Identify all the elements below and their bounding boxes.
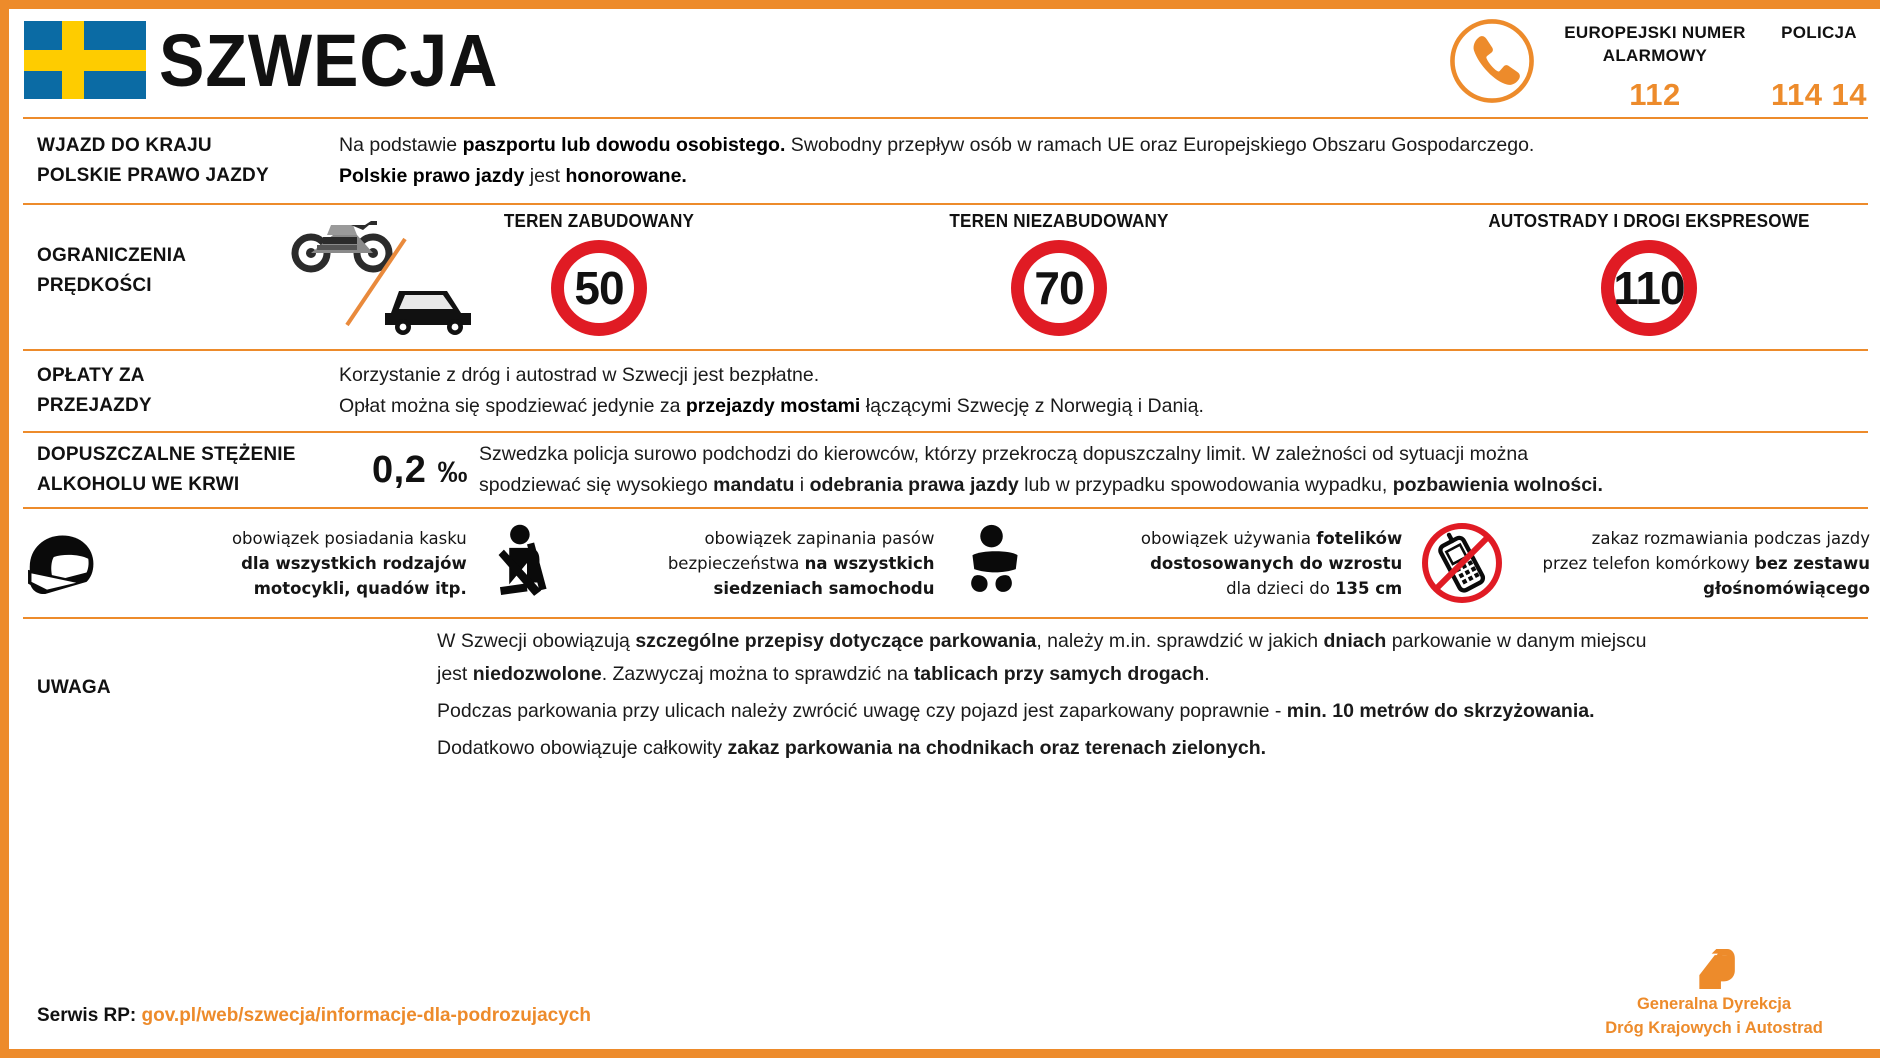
alcohol-text-bold: mandatu (713, 474, 795, 496)
gddkia-line2: Dróg Krajowych i Autostrad (1605, 1019, 1823, 1037)
entry-text-bold: honorowane. (565, 165, 687, 187)
entry-label (9, 131, 339, 191)
uwaga-text: jest (437, 663, 473, 685)
entry-text-bold: Polskie prawo jazdy (339, 165, 525, 187)
speed-label-line2: PRĘDKOŚCI (37, 275, 152, 296)
serwis-link[interactable]: gov.pl/web/szwecja/informacje-dla-podrozujacych (141, 1005, 591, 1026)
section-uwaga (9, 619, 1880, 769)
police-label: POLICJA (1781, 23, 1857, 42)
gddkia-line1: Generalna Dyrekcja (1636, 995, 1792, 1013)
speed-limit-sign (1601, 240, 1697, 336)
uwaga-label: UWAGA (37, 677, 111, 698)
safety-line-bold: motocykli, quadów itp. (253, 578, 467, 598)
speed-caption: TEREN ZABUDOWANY (503, 211, 695, 231)
tolls-text-bold: przejazdy mostami (685, 395, 861, 417)
police-number: 114 14 (1770, 77, 1868, 112)
uwaga-text-bold: niedozwolone (472, 663, 602, 685)
tolls-label-line2: PRZEJAZDY (37, 395, 152, 416)
safety-line-bold: 135 cm (1335, 578, 1403, 598)
gddkia-eagle-icon (1564, 947, 1864, 991)
emergency-label-line1: EUROPEJSKI NUMER (1564, 23, 1746, 42)
safety-text-seatbelt (573, 526, 941, 601)
safety-line-bold: siedzeniach samochodu (713, 578, 935, 598)
footer (9, 929, 1880, 1049)
uwaga-paragraph (437, 625, 1864, 691)
entry-text: jest (524, 165, 566, 187)
safety-line: zakaz rozmawiania podczas jazdy (1591, 528, 1870, 548)
alcohol-text-bold: odebrania prawa jazdy (809, 474, 1019, 496)
safety-line: obowiązek używania (1140, 528, 1317, 548)
safety-text-child-seat (1041, 526, 1409, 601)
alcohol-label-line1: DOPUSZCZALNE STĘŻENIE (37, 444, 296, 465)
emergency-number-block (1555, 21, 1755, 113)
uwaga-text: Podczas parkowania przy ulicach należy zwrócić uwagę czy pojazd jest zaparkowany poprawnie - (437, 700, 1287, 722)
safety-line-bold: dostosowanych do wzrostu (1150, 553, 1403, 573)
speed-limit-value: 110 (1613, 262, 1685, 314)
page-title: SZWECJA (159, 19, 499, 102)
safety-item-no-phone (1412, 524, 1880, 602)
safety-line: przez telefon komórkowy (1542, 553, 1756, 573)
uwaga-text: , należy m.in. sprawdzić w jakich (1036, 630, 1324, 652)
speed-column-rural (879, 211, 1239, 336)
safety-line-bold: głośnomówiącego (1703, 578, 1870, 598)
uwaga-text: . Zazwyczaj można to sprawdzić na (601, 663, 914, 685)
uwaga-paragraph (437, 732, 1864, 765)
speed-limit-sign (1011, 240, 1107, 336)
section-safety-rules (9, 509, 1880, 617)
tolls-body (339, 360, 1880, 422)
entry-text: Na podstawie (339, 134, 463, 156)
section-alcohol (9, 433, 1880, 507)
safety-line-bold: na wszystkich (804, 553, 935, 573)
section-speed-limits (9, 205, 1880, 349)
section-entry (9, 119, 1880, 203)
gddkia-logo (1564, 947, 1864, 1039)
speed-column-built-up (419, 211, 779, 336)
safety-line: bezpieczeństwa (667, 553, 805, 573)
emergency-label-line2: ALARMOWY (1602, 46, 1708, 65)
tolls-text: Opłat można się spodziewać jedynie za (339, 395, 686, 417)
safety-line-bold: fotelików (1316, 528, 1403, 548)
uwaga-text-bold: szczególne przepisy dotyczące parkowania (635, 630, 1037, 652)
uwaga-text-bold: dniach (1323, 630, 1387, 652)
tolls-label-line1: OPŁATY ZA (37, 365, 145, 386)
alcohol-text-bold: pozbawienia wolności. (1392, 474, 1603, 496)
tolls-text: łączącymi Szwecję z Norwegią i Danią. (860, 395, 1204, 417)
entry-body (339, 130, 1880, 192)
speed-caption: AUTOSTRADY I DROGI EKSPRESOWE (1488, 211, 1810, 231)
alcohol-body (479, 439, 1864, 501)
uwaga-text: W Szwecji obowiązują (437, 630, 636, 652)
uwaga-text: . (1204, 663, 1210, 685)
speed-limit-value: 70 (1034, 262, 1084, 314)
alcohol-label (9, 440, 339, 500)
serwis-rp (37, 1005, 591, 1027)
speed-column-motorway (1439, 211, 1859, 336)
speed-limit-sign (551, 240, 647, 336)
uwaga-text: parkowanie w danym miejscu (1386, 630, 1647, 652)
uwaga-text: Dodatkowo obowiązuje całkowity (437, 737, 728, 759)
serwis-label: Serwis RP: (37, 1005, 137, 1026)
safety-item-helmet (9, 524, 477, 602)
alcohol-label-line2: ALKOHOLU WE KRWI (37, 474, 240, 495)
entry-label-line2: POLSKIE PRAWO JAZDY (37, 165, 269, 186)
alcohol-value: 0,2 (372, 449, 427, 491)
uwaga-body (437, 625, 1864, 769)
alcohol-text: i (794, 474, 810, 496)
seatbelt-icon (481, 524, 573, 602)
entry-text-bold: paszportu lub dowodu osobistego. (462, 134, 786, 156)
uwaga-text-bold: min. 10 metrów do skrzyżowania. (1286, 700, 1595, 722)
safety-item-seatbelt (477, 524, 945, 602)
uwaga-text-bold: tablicach przy samych drogach (913, 663, 1205, 685)
entry-text: Swobodny przepływ osób w ramach UE oraz Europejskiego Obszaru Gospodarczego. (785, 134, 1535, 156)
emergency-number: 112 (1629, 77, 1681, 112)
speed-label-line1: OGRANICZENIA (37, 245, 187, 266)
entry-label-line1: WJAZD DO KRAJU (37, 135, 212, 156)
safety-line-bold: bez zestawu (1755, 553, 1870, 573)
permille-unit: ‰ (437, 456, 468, 489)
alcohol-text: lub w przypadku spowodowania wypadku, (1018, 474, 1393, 496)
safety-line-bold: dla wszystkich rodzajów (241, 553, 467, 573)
safety-line: obowiązek posiadania kasku (231, 528, 467, 548)
tolls-text: Korzystanie z dróg i autostrad w Szwecji jest bezpłatne. (339, 364, 820, 386)
speed-limit-value: 50 (574, 262, 624, 314)
safety-item-child-seat (945, 524, 1413, 602)
safety-text-helmet (105, 526, 473, 601)
uwaga-text-bold: zakaz parkowania na chodnikach oraz terenach zielonych. (727, 737, 1267, 759)
speed-caption: TEREN NIEZABUDOWANY (949, 211, 1169, 231)
alcohol-limit-value (345, 443, 495, 500)
sweden-flag-icon (24, 21, 146, 99)
tolls-label (9, 361, 339, 421)
police-number-block (1749, 21, 1880, 113)
helmet-icon (13, 524, 105, 602)
alcohol-text: spodziewać się wysokiego (479, 474, 714, 496)
uwaga-paragraph (437, 695, 1864, 728)
alcohol-text: Szwedzka policja surowo podchodzi do kierowców, którzy przekroczą dopuszczalny limit. W zależności od sytuacji można (479, 443, 1529, 465)
section-tolls (9, 351, 1880, 431)
phone-in-circle-icon (1446, 15, 1538, 107)
no-mobile-phone-icon (1416, 524, 1508, 602)
header (9, 9, 1880, 117)
safety-line: obowiązek zapinania pasów (704, 528, 935, 548)
safety-text-no-phone (1508, 526, 1876, 601)
safety-line: dla dzieci do (1226, 578, 1336, 598)
child-seat-icon (949, 524, 1041, 602)
